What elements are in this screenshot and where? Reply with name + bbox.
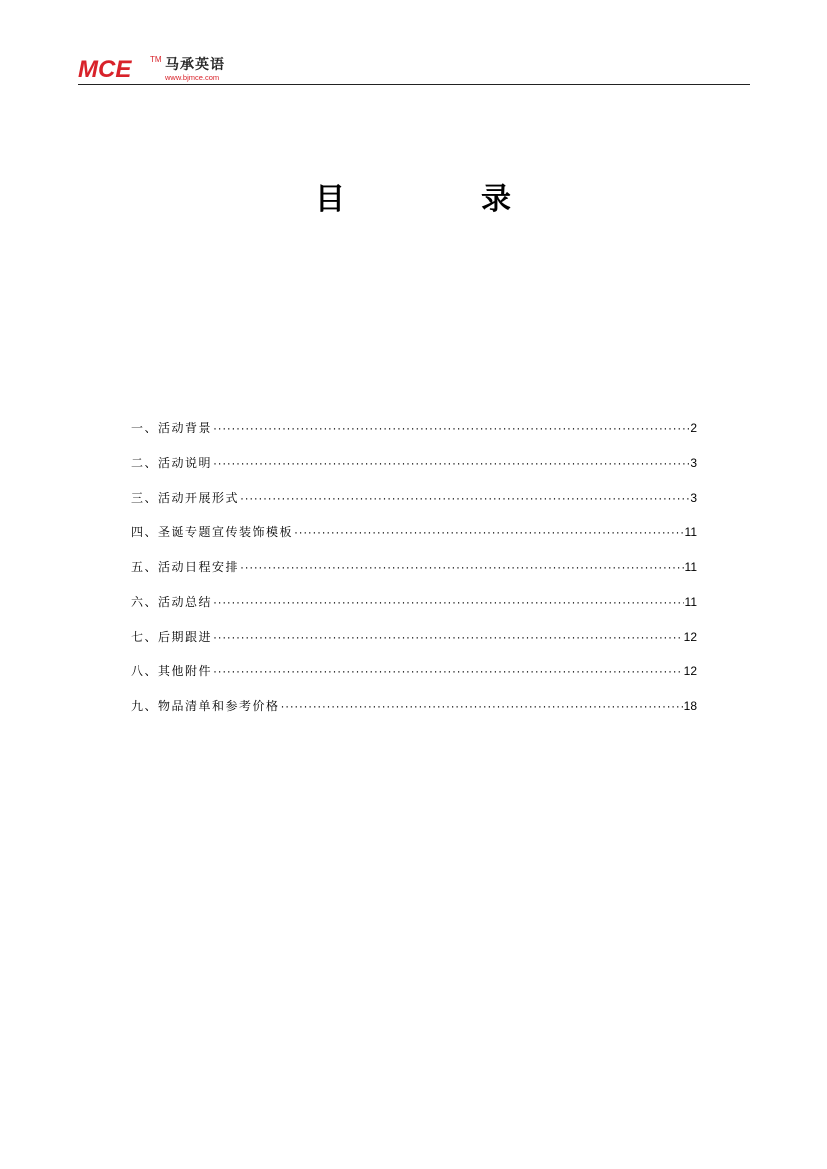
mce-logo: MCE xyxy=(78,56,132,83)
trademark-symbol: TM xyxy=(150,55,162,64)
toc-entry-4[interactable] xyxy=(131,522,697,557)
brand-name-cn: 马承英语 xyxy=(165,57,225,73)
toc-page-number: 3 xyxy=(690,490,697,505)
toc-page-number: 3 xyxy=(690,455,697,470)
toc-dot-leader xyxy=(213,592,684,612)
toc-page-number: 11 xyxy=(684,525,697,540)
brand-url: www.bjmce.com xyxy=(165,73,220,82)
toc-dot-leader xyxy=(213,661,683,681)
toc-entry-label: 六、活动总结 xyxy=(131,594,213,609)
toc-dot-leader xyxy=(281,696,683,716)
toc-entry-1[interactable] xyxy=(131,418,697,453)
toc-page-number: 12 xyxy=(683,629,697,644)
toc-entry-5[interactable] xyxy=(131,557,697,592)
toc-page-number: 11 xyxy=(684,594,697,609)
toc-entry-label: 四、圣诞专题宣传装饰模板 xyxy=(131,525,294,540)
toc-dot-leader xyxy=(240,488,689,508)
toc-entry-label: 八、其他附件 xyxy=(131,664,213,679)
toc-entry-9[interactable] xyxy=(131,696,697,731)
toc-page-number: 12 xyxy=(683,664,697,679)
toc-entry-label: 九、物品清单和参考价格 xyxy=(131,699,280,713)
header-divider xyxy=(78,84,750,85)
title-char-lu: 录 xyxy=(481,182,511,217)
toc-entry-3[interactable] xyxy=(131,488,697,523)
title-char-mu: 目 xyxy=(315,182,345,217)
toc-title xyxy=(0,180,827,220)
toc-dot-leader xyxy=(213,627,683,647)
toc-dot-leader xyxy=(240,557,684,577)
toc-entry-label: 三、活动开展形式 xyxy=(131,490,240,505)
table-of-contents xyxy=(131,418,697,731)
toc-entry-7[interactable] xyxy=(131,627,697,662)
toc-entry-2[interactable] xyxy=(131,453,697,488)
toc-entry-label: 二、活动说明 xyxy=(131,455,213,470)
toc-entry-label: 一、活动背景 xyxy=(131,421,213,435)
toc-dot-leader xyxy=(213,453,689,473)
toc-entry-label: 五、活动日程安排 xyxy=(131,560,240,574)
toc-dot-leader xyxy=(294,522,684,542)
page-header xyxy=(78,52,750,86)
toc-entry-6[interactable] xyxy=(131,592,697,627)
toc-page-number: 18 xyxy=(683,699,697,713)
toc-dot-leader xyxy=(213,418,689,438)
toc-entry-label: 七、后期跟进 xyxy=(131,629,213,644)
toc-page-number: 11 xyxy=(684,560,697,574)
toc-entry-8[interactable] xyxy=(131,661,697,696)
toc-page-number: 2 xyxy=(690,421,697,435)
